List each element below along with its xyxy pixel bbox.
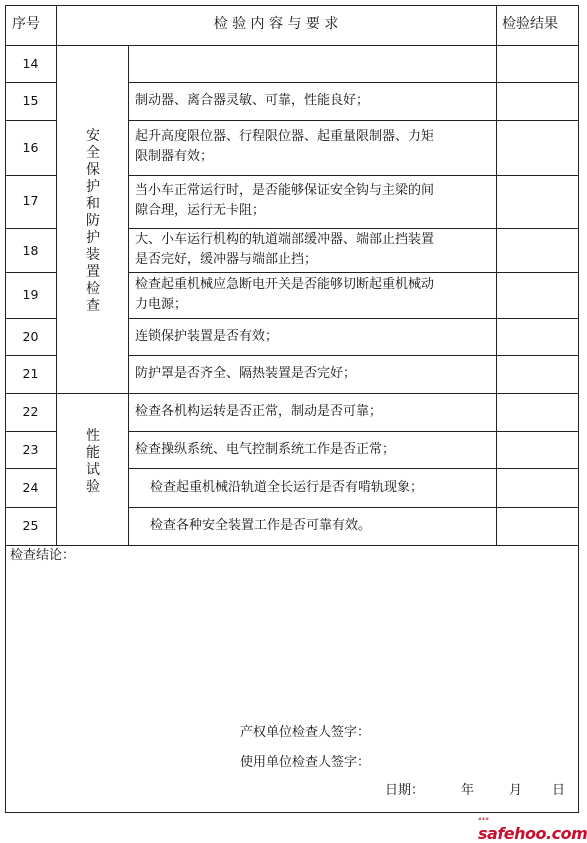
category-safety-protection: 安全保护和防护装置检查 bbox=[86, 128, 100, 314]
date-month: 月 bbox=[509, 783, 523, 798]
row-divider bbox=[128, 507, 579, 508]
row-number: 18 bbox=[22, 243, 39, 258]
row-divider bbox=[5, 82, 57, 83]
row-requirement: 连锁保护装置是否有效； bbox=[135, 329, 279, 344]
row-number: 20 bbox=[22, 329, 39, 344]
row-number: 17 bbox=[22, 193, 39, 208]
row-divider bbox=[5, 468, 57, 469]
header-seq: 序号 bbox=[12, 16, 40, 32]
row-number: 24 bbox=[22, 480, 39, 495]
row-requirement: 制动器、离合器灵敏、可靠，性能良好； bbox=[135, 93, 370, 108]
col-divider-header-content bbox=[496, 5, 497, 45]
row-divider bbox=[128, 272, 579, 273]
row-divider bbox=[5, 272, 57, 273]
row-divider bbox=[128, 175, 579, 176]
row-divider bbox=[5, 318, 57, 319]
row-requirement: 检查操纵系统、电气控制系统工作是否正常； bbox=[135, 442, 396, 457]
row-number: 14 bbox=[22, 56, 39, 71]
date-label: 日期： bbox=[385, 783, 425, 798]
row-requirement: 检查起重机械沿轨道全长运行是否有啃轨现象； bbox=[150, 480, 424, 495]
row-divider bbox=[5, 355, 57, 356]
header-content: 检 验 内 容 与 要 求 bbox=[213, 16, 339, 32]
row-number: 22 bbox=[22, 404, 39, 419]
row-requirement: 当小车正常运行时，是否能够保证安全钩与主梁的间 bbox=[135, 183, 435, 198]
row-number: 23 bbox=[22, 442, 39, 457]
user-signature-label: 使用单位检查人签字： bbox=[240, 755, 371, 770]
row-divider bbox=[5, 228, 57, 229]
group-divider bbox=[5, 393, 579, 394]
table-border-right bbox=[578, 5, 579, 813]
category-performance-test: 性能试验 bbox=[86, 428, 100, 495]
row-number: 19 bbox=[22, 287, 39, 302]
row-divider bbox=[128, 355, 579, 356]
header-divider bbox=[5, 45, 579, 46]
row-divider bbox=[128, 468, 579, 469]
row-requirement: 检查各机构运转是否正常，制动是否可靠； bbox=[135, 404, 383, 419]
date-day: 日 bbox=[552, 783, 566, 798]
row-requirement: 检查起重机械应急断电开关是否能够切断起重机械动 bbox=[135, 277, 435, 292]
date-year: 年 bbox=[461, 783, 475, 798]
row-requirement: 力电源； bbox=[135, 297, 188, 312]
row-divider bbox=[128, 431, 579, 432]
row-requirement: 隙合理，运行无卡阻； bbox=[135, 203, 266, 218]
conclusion-label: 检查结论： bbox=[10, 548, 76, 563]
col-divider-seq bbox=[56, 5, 57, 546]
row-number: 21 bbox=[22, 366, 39, 381]
row-divider bbox=[128, 318, 579, 319]
row-divider bbox=[128, 120, 579, 121]
row-requirement: 限制器有效； bbox=[135, 149, 214, 164]
owner-signature-label: 产权单位检查人签字： bbox=[240, 725, 371, 740]
row-divider bbox=[5, 175, 57, 176]
row-requirement: 起升高度限位器、行程限位器、起重量限制器、力矩 bbox=[135, 129, 435, 144]
table-end-divider bbox=[5, 545, 579, 546]
row-requirement: 大、小车运行机构的轨道端部缓冲器、端部止挡装置 bbox=[135, 232, 435, 247]
row-number: 16 bbox=[22, 140, 39, 155]
row-divider bbox=[5, 431, 57, 432]
table-border-top bbox=[5, 5, 579, 6]
row-divider bbox=[128, 82, 579, 83]
row-requirement: 检查各种安全装置工作是否可靠有效。 bbox=[150, 518, 372, 533]
row-divider bbox=[5, 120, 57, 121]
watermark-logo: …safehoo.com bbox=[478, 809, 587, 843]
row-divider bbox=[5, 507, 57, 508]
row-number: 25 bbox=[22, 518, 39, 533]
row-requirement: 是否完好，缓冲器与端部止挡； bbox=[135, 252, 318, 267]
row-number: 15 bbox=[22, 93, 39, 108]
header-result: 检验结果 bbox=[502, 16, 558, 32]
row-requirement: 防护罩是否齐全、隔热装置是否完好； bbox=[135, 366, 357, 381]
